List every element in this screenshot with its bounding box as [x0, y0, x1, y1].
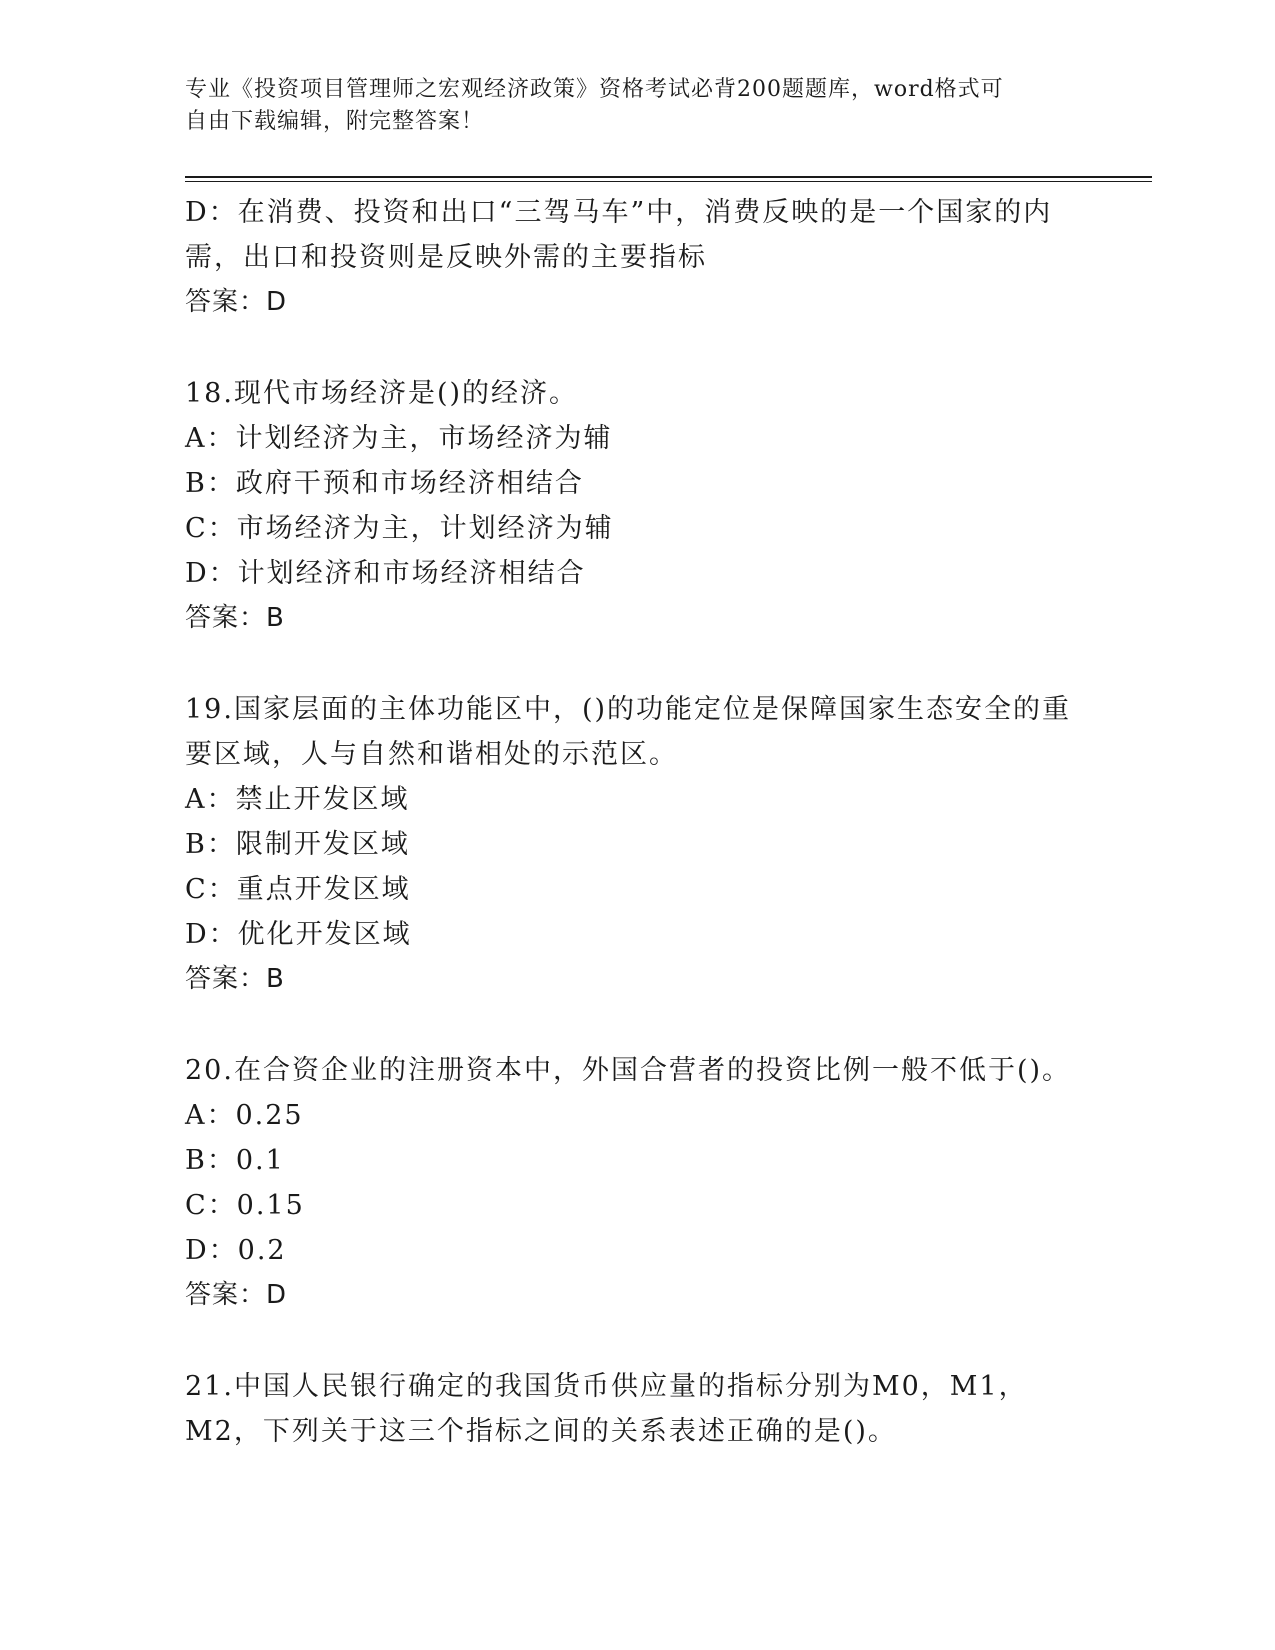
option-c: C：市场经济为主，计划经济为辅: [185, 513, 614, 544]
question-text: 21.中国人民银行确定的我国货币供应量的指标分别为M0，M1，M2，下列关于这三个指标之间的关系表述正确的是()。: [185, 1371, 1028, 1447]
option-b: B：政府干预和市场经济相结合: [185, 468, 584, 499]
question-text: 18.现代市场经济是()的经济。: [185, 378, 579, 409]
question-20: [185, 1048, 1085, 1318]
question-text: 19.国家层面的主体功能区中，()的功能定位是保障国家生态安全的重要区域，人与自然和谐相处的示范区。: [185, 694, 1072, 770]
header-divider-thick: [185, 176, 1152, 178]
question-21: [185, 1364, 1085, 1454]
question-list: [185, 190, 1085, 1454]
question-text: 20.在合资企业的注册资本中，外国合营者的投资比例一般不低于()。: [185, 1055, 1072, 1086]
option-d: D：计划经济和市场经济相结合: [185, 558, 586, 589]
option-c: C：0.15: [185, 1190, 305, 1221]
option-a: A：禁止开发区域: [185, 784, 410, 815]
question-fragment-17: [185, 190, 1085, 325]
option-a: A：计划经济为主，市场经济为辅: [185, 423, 613, 454]
spacer: [185, 1002, 1085, 1048]
header-title-line-2: 自由下载编辑，附完整答案！: [185, 109, 485, 134]
header-divider-thin: [185, 181, 1152, 182]
question-19: [185, 687, 1085, 1002]
option-a: A：0.25: [185, 1100, 304, 1131]
spacer: [185, 641, 1085, 687]
option-c: C：重点开发区域: [185, 874, 411, 905]
option-d: D：在消费、投资和出口“三驾马车”中，消费反映的是一个国家的内需，出口和投资则是反映外需的主要指标: [185, 197, 1053, 273]
document-header: [185, 74, 1065, 138]
option-d: D：0.2: [185, 1235, 287, 1266]
answer-label: 答案：B: [185, 603, 285, 633]
spacer: [185, 1318, 1085, 1364]
spacer: [185, 325, 1085, 371]
option-b: B：0.1: [185, 1145, 285, 1176]
header-title-line-1: 专业《投资项目管理师之宏观经济政策》资格考试必背200题题库，word格式可: [185, 77, 1004, 102]
question-18: [185, 371, 1085, 641]
option-d: D：优化开发区域: [185, 919, 412, 950]
answer-label: 答案：D: [185, 287, 288, 317]
option-b: B：限制开发区域: [185, 829, 410, 860]
answer-label: 答案：D: [185, 1280, 288, 1310]
answer-label: 答案：B: [185, 964, 285, 994]
